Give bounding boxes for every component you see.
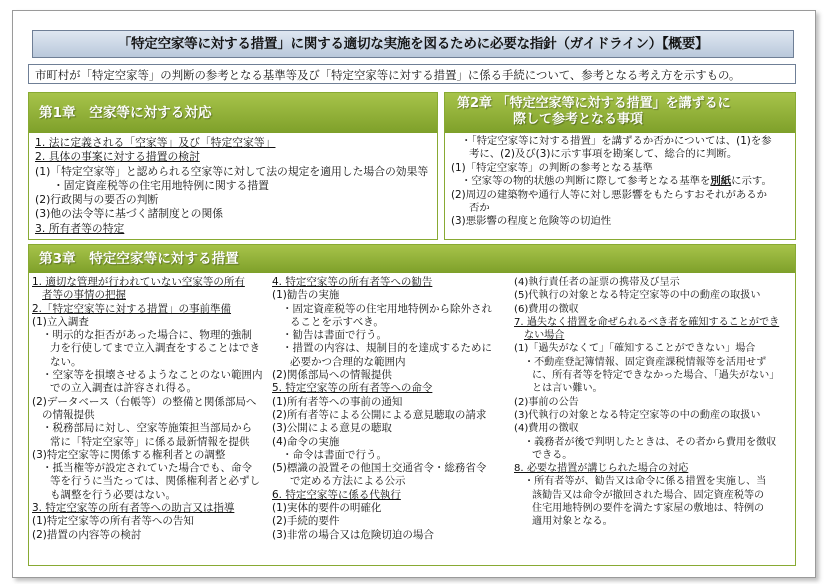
ch3-col1-line: (2)データベース（台帳等）の整備と関係部局へ xyxy=(32,395,257,408)
ch2-line-text: ・空家等の物的状態の判断に際して参考となる基準を xyxy=(461,175,711,188)
ch3-col1-line: での立入調査は許容され得る。 xyxy=(50,382,197,395)
ch3-col1-line: 3. 特定空家等の所有者等への助言又は指導 xyxy=(32,502,235,515)
ch3-col3-line: とは言い難い。 xyxy=(532,383,603,395)
ch3-col3-line: ・義務者が後で判明したときは、その者から費用を徴収 xyxy=(524,436,777,448)
ch3-col2-line: 6. 特定空家等に係る代執行 xyxy=(272,488,401,501)
ch3-col2-line: ・固定資産税等の住宅用地特例から除外され xyxy=(282,302,492,315)
ch3-col1-line: の情報提供 xyxy=(42,408,95,421)
ch3-col1-line: ・抵当権等が設定されていた場合でも、命令 xyxy=(42,462,252,475)
ch2-line: (1)「特定空家等」の判断の参考となる基準 xyxy=(451,161,653,174)
ch1-line: 1. 法に定義される「空家等」及び「特定空家等」 xyxy=(35,136,276,149)
ch3-col2-line: ることを示すべき。 xyxy=(290,315,384,328)
ch3-col3-line: (4)執行責任者の証票の携帯及び呈示 xyxy=(514,277,680,288)
ch3-col3-line: 住宅用地特例の要件を満たす家屋の敷地は、特例の xyxy=(532,503,765,515)
ch3-col3-line: (2)事前の公告 xyxy=(514,396,579,408)
ch3-col3-line: ・所有者等が、勧告又は命令に係る措置を実施し、当 xyxy=(524,476,767,488)
chapter2-heading xyxy=(445,93,795,133)
ch3-col1-line: 1. 適切な管理が行われていない空家等の所有 xyxy=(32,276,245,288)
ch3-col2-line: (1)勧告の実施 xyxy=(272,289,340,302)
ch3-col3-line: 8. 必要な措置が講じられた場合の対応 xyxy=(514,463,689,475)
ch3-col2-line: 5. 特定空家等の所有者等への命令 xyxy=(272,382,433,395)
ch3-col3-line: (5)代執行の対象となる特定空家等の中の動産の取扱い xyxy=(514,290,761,302)
ch3-col1-line: ない。 xyxy=(50,355,82,368)
ch3-col2-line: (4)命令の実施 xyxy=(272,435,340,448)
ch3-col2-line: (3)非常の場合又は危険切迫の場合 xyxy=(272,528,434,541)
chapter3-heading-text: 第3章 特定空家等に対する措置 xyxy=(39,251,239,267)
ch3-col3-line: 7. 過失なく措置を命ぜられるべき者を確知することができ xyxy=(514,316,780,328)
ch3-col1-line: 等を行うに当たっては、関係権利者と必ずし xyxy=(50,475,260,488)
ch3-col3-line: (1)「過失がなくて」「確知することができない」場合 xyxy=(514,343,756,355)
ch3-col2-line: ・勧告は書面で行う。 xyxy=(282,329,387,342)
chapter2-heading-line2: 際して参考となる事項 xyxy=(513,112,644,127)
ch3-col2-line: 必要かつ合理的な範囲内 xyxy=(290,355,406,368)
ch3-col2-line: ・命令は書面で行う。 xyxy=(282,448,387,461)
ch3-col2-line: で定める方法による公示 xyxy=(290,475,406,488)
intro-text: 市町村が「特定空家等」の判断の参考となる基準等及び「特定空家等に対する措置」に係る手続について、参考となる考え方を示すもの。 xyxy=(28,64,796,84)
ch3-col1-line: 2.「特定空家等に対する措置」の事前準備 xyxy=(32,302,232,315)
ch3-col3-line: ない場合 xyxy=(524,330,565,342)
page-title: 「特定空家等に対する措置」に関する適切な実施を図るために必要な指針（ガイドライン）【概要】 xyxy=(32,30,794,58)
ch3-col3-line: ・不動産登記簿情報、固定資産課税情報等を活用せず xyxy=(524,356,767,368)
ch3-col3-line: できる。 xyxy=(532,449,573,461)
ch3-col1-line: も調整を行う必要はない。 xyxy=(50,488,176,501)
ch3-col1-line: 常に「特定空家等」に係る最新情報を提供 xyxy=(50,435,250,448)
ch3-col2-line: ・措置の内容は、規制目的を達成するために xyxy=(282,342,492,355)
ch3-col3-line: (4)費用の徴収 xyxy=(514,423,579,435)
ch1-line: (1)「特定空家等」と認められる空家等に対して法の規定を適用した場合の効果等 xyxy=(35,164,429,178)
ch2-line: ・「特定空家等に対する措置」を講ずるか否かについては、(1)を参 xyxy=(461,135,772,147)
ch3-col3-line: 適用対象となる。 xyxy=(532,516,613,528)
chapter3-column-1 xyxy=(32,276,263,542)
ch1-line: (2)行政関与の要否の判断 xyxy=(35,193,159,207)
chapter2-heading-line1: 第2章 「特定空家等に対する措置」を講ずるに xyxy=(457,96,731,111)
ch3-col1-line: (3)特定空家等に関係する権利者との調整 xyxy=(32,448,226,461)
ch2-line: (2)周辺の建築物や通行人等に対し悪影響をもたらすおそれがあるか xyxy=(451,188,768,201)
ch3-col2-line: (5)標識の設置その他国土交通省令・総務省令 xyxy=(272,462,487,475)
ch1-line: 2. 具体の事案に対する措置の検討 xyxy=(35,150,200,164)
ch3-col2-line: (1)所有者等への事前の通知 xyxy=(272,395,403,408)
ch3-col1-line: (1)特定空家等の所有者等への告知 xyxy=(32,515,194,528)
ch3-col2-line: (2)手続的要件 xyxy=(272,515,340,528)
chapter3-column-2 xyxy=(272,276,492,542)
chapter1-content xyxy=(29,133,437,238)
ch3-col1-line: 者等の事情の把握 xyxy=(42,289,126,302)
chapter3-column-3 xyxy=(514,276,779,529)
ch3-col1-line: (2)措置の内容等の検討 xyxy=(32,528,142,541)
ch3-col2-line: (3)公開による意見の聴取 xyxy=(272,422,392,435)
ch3-col2-line: (2)所有者等による公開による意見聴取の請求 xyxy=(272,408,487,421)
ch3-col1-line: 力を行使してまで立入調査をすることはでき xyxy=(50,342,260,355)
ch1-line: (3)他の法令等に基づく諸制度との関係 xyxy=(35,207,224,221)
ch3-col1-line: (1)立入調査 xyxy=(32,315,89,328)
ch3-col3-line: (6)費用の徴収 xyxy=(514,303,579,315)
chapter1-box xyxy=(28,92,438,240)
ch2-line: 否か xyxy=(469,202,490,215)
ch3-col3-line: に、所有者等を特定できなかった場合、「過失がない」 xyxy=(532,370,780,382)
chapter3-heading xyxy=(29,245,795,273)
ch2-line-tail: に示す。 xyxy=(731,175,772,188)
ch3-col3-line: (3)代執行の対象となる特定空家等の中の動産の取扱い xyxy=(514,409,761,421)
ch3-col1-line: ・空家等を損壊させるようなことのない範囲内 xyxy=(42,369,263,382)
ch2-line: (3)悪影響の程度と危険等の切迫性 xyxy=(451,215,612,228)
ch1-line: 3. 所有者等の特定 xyxy=(35,221,125,235)
ch3-col1-line: ・税務部局に対し、空家等施策担当部局から xyxy=(42,422,252,435)
ch3-col2-line: (1)実体的要件の明確化 xyxy=(272,502,382,515)
chapter1-heading-text: 第1章 空家等に対する対応 xyxy=(39,105,212,121)
chapter2-content xyxy=(445,133,795,231)
ch3-col2-line: 4. 特定空家等の所有者等への勧告 xyxy=(272,276,433,288)
chapter1-heading xyxy=(29,93,437,133)
ch3-col2-line: (2)関係部局への情報提供 xyxy=(272,369,392,382)
ch3-col3-line: 該勧告又は命令が撤回された場合、固定資産税等の xyxy=(532,489,765,501)
ch2-line: 考に、(2)及び(3)に示す事項を勘案して、総合的に判断。 xyxy=(469,148,738,161)
ch3-col1-line: ・明示的な拒否があった場合に、物理的強制 xyxy=(42,329,252,342)
ch2-line xyxy=(451,175,789,188)
ch1-line: ・固定資産税等の住宅用地特例に関する措置 xyxy=(53,178,269,192)
appendix-link: 別紙 xyxy=(710,175,732,188)
chapter2-box xyxy=(444,92,796,240)
